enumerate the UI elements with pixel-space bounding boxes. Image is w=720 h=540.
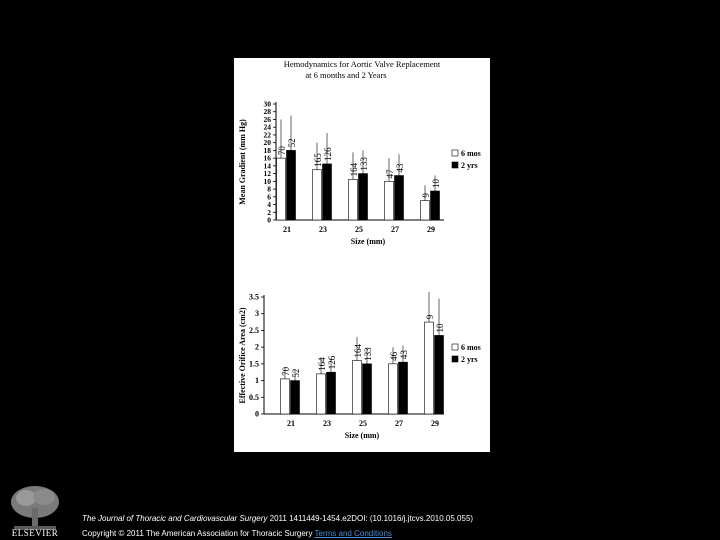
bar-six-mos-21: [277, 158, 286, 220]
chart-title: Hemodynamics for Aortic Valve Replacement: [283, 59, 441, 69]
bar-two-yrs-27: [395, 176, 404, 220]
bar-six-mos-25: [349, 179, 358, 220]
x-tick-label: 23: [323, 419, 331, 428]
chart-subtitle: at 6 months and 2 Years: [305, 70, 387, 80]
sample-size-label: 10: [435, 323, 445, 333]
y-tick-label: 6: [267, 192, 271, 202]
citation-line: [82, 514, 473, 523]
y-tick-label: 24: [263, 122, 271, 132]
figure-panel: [234, 58, 490, 452]
copyright-text: Copyright © 2011 The American Association for Thoracic Surgery: [82, 529, 315, 538]
x-tick-label: 21: [283, 225, 291, 234]
y-tick-label: 0.5: [249, 392, 259, 402]
sample-size-label: 43: [399, 350, 409, 360]
bar-two-yrs-27: [399, 362, 408, 414]
y-tick-label: 22: [263, 130, 271, 140]
bar-two-yrs-29: [431, 191, 440, 220]
elsevier-wordmark: ELSEVIER: [11, 528, 59, 538]
y-tick-label: 0: [255, 409, 259, 419]
sample-size-label: 133: [359, 157, 369, 171]
sample-size-label: 70: [281, 366, 291, 376]
x-tick-label: 29: [427, 225, 435, 234]
y-tick-label: 26: [263, 114, 271, 124]
y-tick-label: 8: [267, 184, 271, 194]
y-tick-label: 18: [263, 145, 271, 155]
y-tick-label: 12: [263, 169, 271, 179]
sample-size-label: 47: [385, 169, 395, 179]
bar-six-mos-21: [281, 379, 290, 414]
sample-size-label: 70: [277, 146, 287, 156]
y-tick-label: 2: [267, 207, 271, 217]
x-tick-label: 23: [319, 225, 327, 234]
x-tick-label: 25: [355, 225, 363, 234]
sample-size-label: 133: [363, 347, 373, 361]
x-axis-label: Size (mm): [350, 237, 386, 246]
bar-six-mos-29: [425, 322, 434, 414]
legend-label: 2 yrs: [461, 355, 478, 364]
sample-size-label: 52: [291, 368, 301, 378]
sample-size-label: 126: [327, 355, 337, 370]
sample-size-label: 165: [313, 153, 323, 167]
y-tick-label: 0: [267, 215, 271, 225]
bar-six-mos-23: [313, 170, 322, 220]
bar-two-yrs-23: [323, 164, 332, 220]
x-tick-label: 29: [431, 419, 439, 428]
legend-swatch-two-yrs: [452, 162, 458, 168]
journal-title: The Journal of Thoracic and Cardiovascular Surgery: [82, 514, 268, 523]
y-tick-label: 1.5: [249, 359, 259, 369]
y-tick-label: 2: [255, 342, 259, 352]
bar-six-mos-27: [385, 181, 394, 220]
y-tick-label: 30: [263, 99, 271, 109]
x-tick-label: 25: [359, 419, 367, 428]
bar-two-yrs-25: [363, 364, 372, 414]
sample-size-label: 9: [421, 193, 431, 198]
terms-link[interactable]: Terms and Conditions: [314, 529, 392, 538]
legend-swatch-six-mos: [452, 150, 458, 156]
y-tick-label: 1: [255, 376, 259, 386]
bar-two-yrs-23: [327, 372, 336, 414]
sample-size-label: 10: [431, 179, 441, 188]
y-axis-label: Mean Gradient (mm Hg): [238, 119, 247, 205]
x-tick-label: 27: [391, 225, 399, 234]
bar-six-mos-27: [389, 364, 398, 414]
bar-two-yrs-29: [435, 335, 444, 414]
sample-size-label: 9: [425, 314, 435, 320]
sample-size-label: 164: [317, 357, 327, 371]
x-tick-label: 21: [287, 419, 295, 428]
citation-details: 2011 1411449-1454.e2DOI: (10.1016/j.jtcvs.2010.05.055): [267, 514, 474, 523]
copyright-line: [82, 529, 392, 538]
bar-two-yrs-21: [287, 150, 296, 220]
bar-two-yrs-21: [291, 381, 300, 414]
bar-six-mos-29: [421, 201, 430, 220]
bar-six-mos-23: [317, 374, 326, 414]
sample-size-label: 164: [353, 344, 363, 358]
y-tick-label: 28: [263, 107, 271, 117]
y-tick-label: 20: [263, 138, 271, 148]
legend-label: 6 mos: [461, 149, 481, 158]
y-tick-label: 10: [263, 176, 271, 186]
y-tick-label: 16: [263, 153, 271, 163]
legend-label: 2 yrs: [461, 161, 478, 170]
legend-swatch-six-mos: [452, 344, 458, 350]
sample-size-label: 43: [395, 163, 405, 173]
y-tick-label: 4: [267, 200, 271, 210]
chart-canvas: [234, 58, 490, 452]
y-axis-label: Effective Orifice Area (cm2): [238, 307, 247, 404]
x-tick-label: 27: [395, 419, 403, 428]
y-tick-label: 3: [255, 309, 259, 319]
y-tick-label: 3.5: [249, 292, 259, 302]
bar-two-yrs-25: [359, 174, 368, 220]
bar-six-mos-25: [353, 361, 362, 414]
sample-size-label: 164: [349, 162, 359, 177]
sample-size-label: 52: [287, 138, 297, 148]
y-tick-label: 2.5: [249, 325, 259, 335]
legend-swatch-two-yrs: [452, 356, 458, 362]
sample-size-label: 46: [389, 351, 399, 361]
x-axis-label: Size (mm): [344, 431, 380, 440]
y-tick-label: 14: [263, 161, 271, 171]
sample-size-label: 126: [323, 147, 333, 161]
legend-label: 6 mos: [461, 343, 481, 352]
